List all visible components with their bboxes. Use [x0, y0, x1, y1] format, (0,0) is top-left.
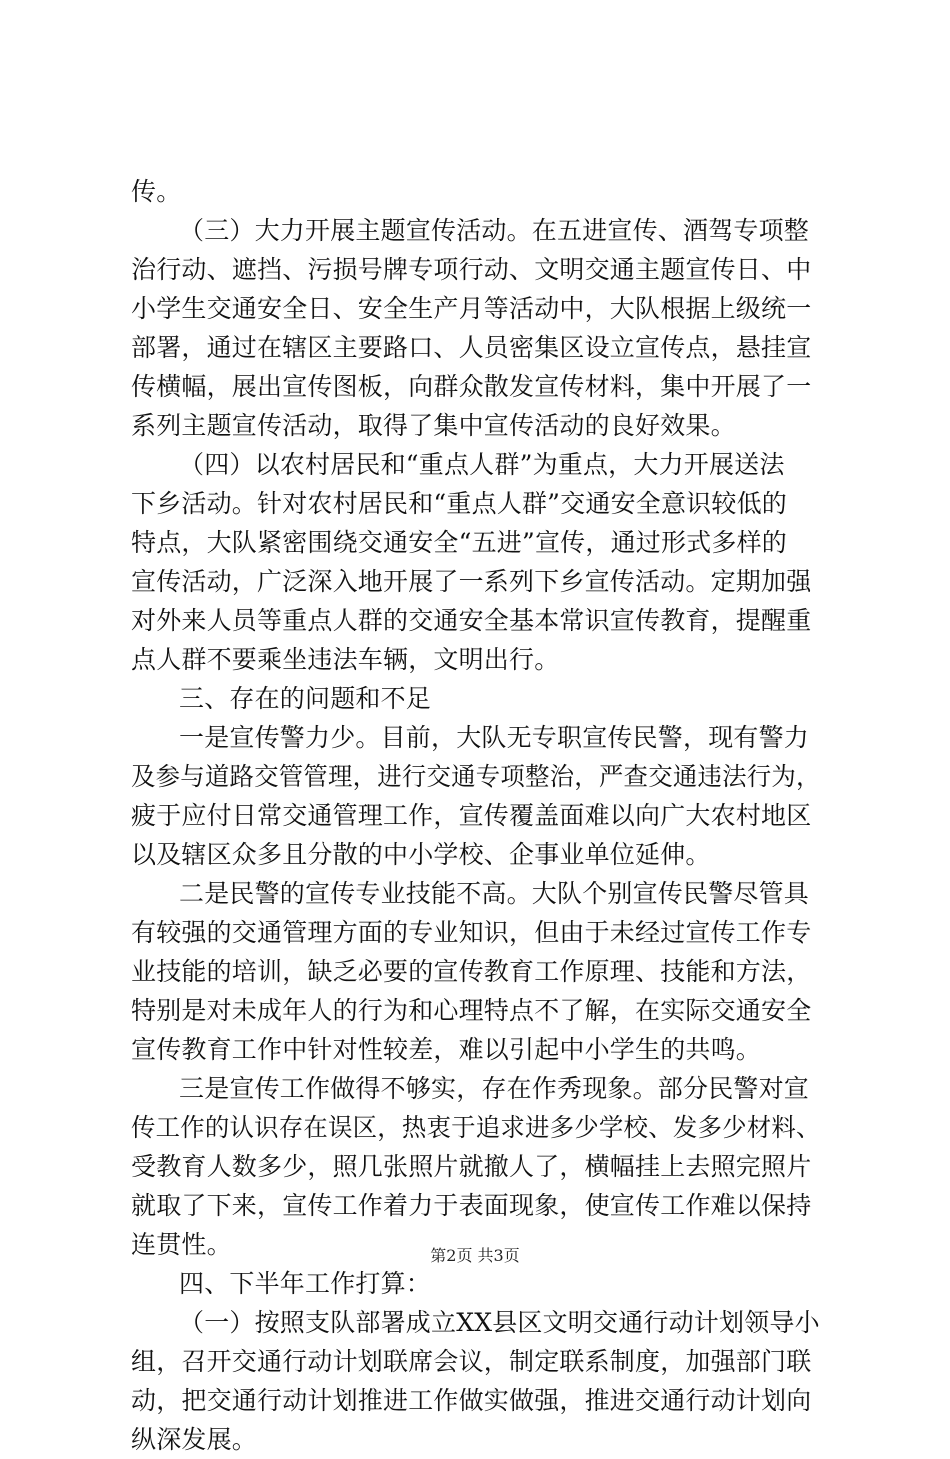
text-line: 传横幅，展出宣传图板，向群众散发宣传材料，集中开展了一	[131, 372, 812, 401]
text-line: （一）按照支队部署成立XX县区文明交通行动计划领导小	[179, 1308, 820, 1337]
text-line: 动，把交通行动计划推进工作做实做强，推进交通行动计划向	[131, 1386, 812, 1415]
text-line: 二是民警的宣传专业技能不高。大队个别宣传民警尽管具	[179, 879, 810, 908]
text-line: 就取了下来，宣传工作着力于表面现象，使宣传工作难以保持	[131, 1191, 812, 1220]
text-line: 连贯性。	[131, 1230, 232, 1259]
text-line: 传。	[131, 177, 182, 206]
text-line: 特点，大队紧密围绕交通安全“五进”宣传，通过形式多样的	[131, 528, 787, 557]
text-line: 纵深发展。	[131, 1425, 258, 1454]
text-line: 受教育人数多少，照几张照片就撤人了，横幅挂上去照完照片	[131, 1152, 812, 1181]
text-line: 传工作的认识存在误区，热衷于追求进多少学校、发多少材料、	[131, 1113, 821, 1142]
text-line: 特别是对未成年人的行为和心理特点不了解，在实际交通安全	[131, 996, 812, 1025]
text-line: 四、下半年工作打算：	[179, 1269, 432, 1298]
text-line: 小学生交通安全日、安全生产月等活动中，大队根据上级统一	[131, 294, 812, 323]
text-line: （四）以农村居民和“重点人群”为重点，大力开展送法	[179, 450, 785, 479]
text-line: （三）大力开展主题宣传活动。在五进宣传、酒驾专项整	[179, 216, 810, 245]
text-line: 有较强的交通管理方面的专业知识，但由于未经过宣传工作专	[131, 918, 812, 947]
text-line: 对外来人员等重点人群的交通安全基本常识宣传教育，提醒重	[131, 606, 812, 635]
text-line: 以及辖区众多且分散的中小学校、企事业单位延伸。	[131, 840, 711, 869]
text-line: 三、存在的问题和不足	[179, 684, 432, 713]
text-line: 宣传活动，广泛深入地开展了一系列下乡宣传活动。定期加强	[131, 567, 812, 596]
page-footer: 第2页 共3页	[430, 1246, 520, 1265]
text-line: 业技能的培训，缺乏必要的宣传教育工作原理、技能和方法，	[131, 957, 812, 986]
text-line: 及参与道路交管管理，进行交通专项整治，严查交通违法行为，	[131, 762, 821, 791]
text-line: 三是宣传工作做得不够实，存在作秀现象。部分民警对宣	[179, 1074, 810, 1103]
text-line: 组，召开交通行动计划联席会议，制定联系制度，加强部门联	[131, 1347, 812, 1376]
text-line: 部署，通过在辖区主要路口、人员密集区设立宣传点，悬挂宣	[131, 333, 812, 362]
text-line: 疲于应付日常交通管理工作，宣传覆盖面难以向广大农村地区	[131, 801, 812, 830]
text-line: 点人群不要乘坐违法车辆，文明出行。	[131, 645, 560, 674]
text-line: 治行动、遮挡、污损号牌专项行动、文明交通主题宣传日、中	[131, 255, 812, 284]
text-line: 一是宣传警力少。目前，大队无专职宣传民警，现有警力	[179, 723, 810, 752]
text-line: 系列主题宣传活动，取得了集中宣传活动的良好效果。	[131, 411, 736, 440]
text-line: 宣传教育工作中针对性较差，难以引起中小学生的共鸣。	[131, 1035, 762, 1064]
text-line: 下乡活动。针对农村居民和“重点人群”交通安全意识较低的	[131, 489, 787, 518]
